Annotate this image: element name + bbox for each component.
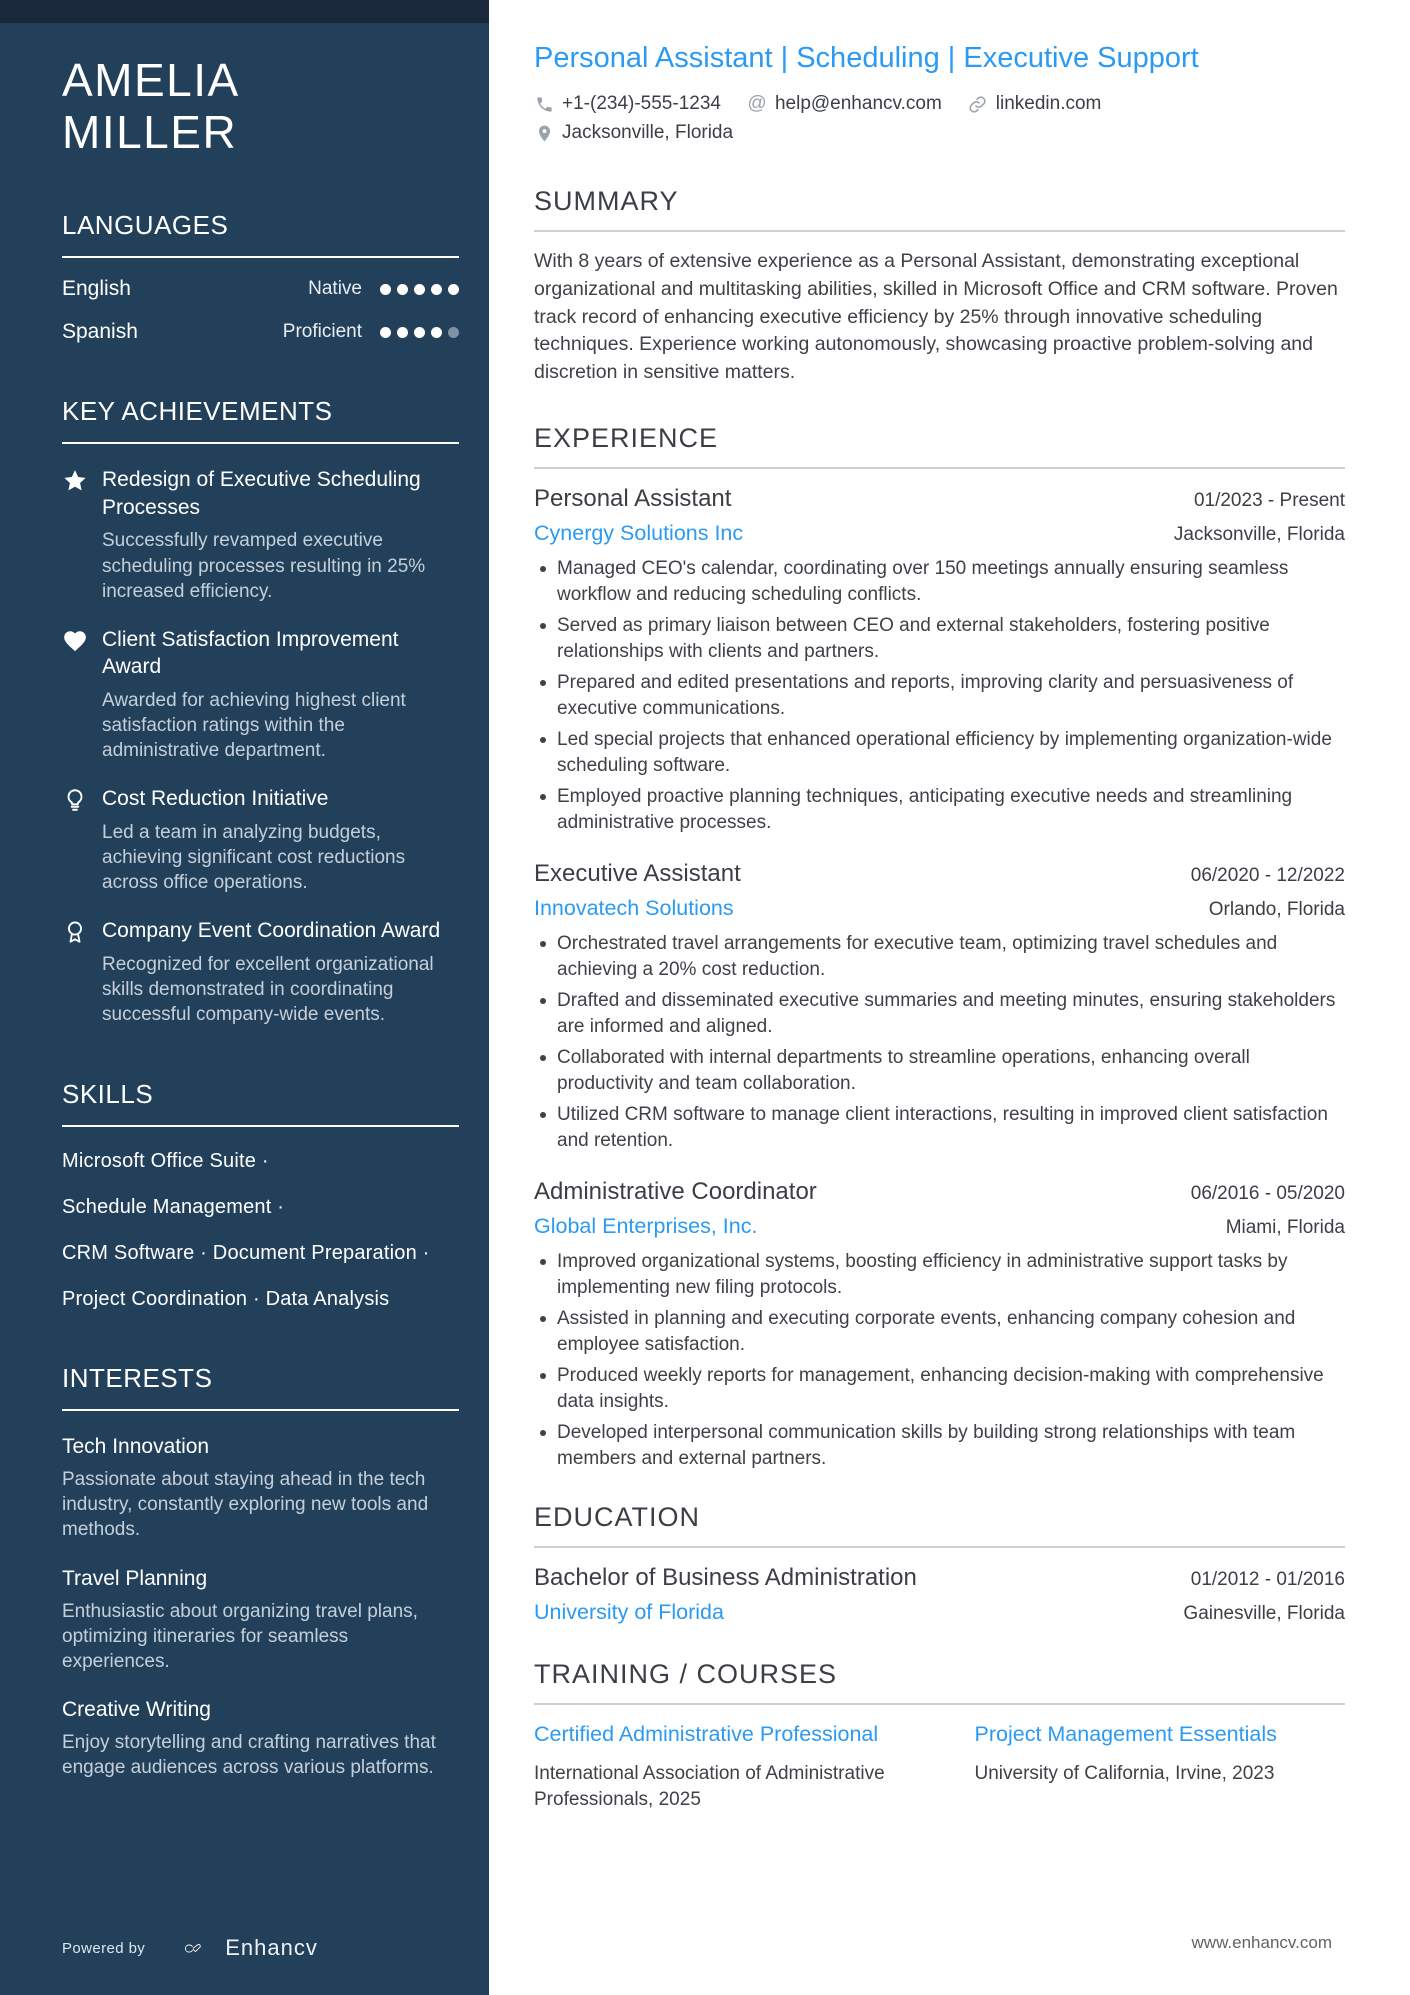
job-subheader [534,888,1345,921]
proficiency-dot [448,327,459,338]
main-column [489,0,1410,1995]
medal-icon [62,917,102,1027]
skills-section [62,1079,459,1311]
proficiency-dot [414,327,425,338]
course-entry [534,1721,905,1812]
job-bullet: Managed CEO's calendar, coordinating over 150 meetings annually ensuring seamless workflow and reducing scheduling conflicts. [534,556,1345,608]
education-header [534,1564,1345,1592]
achievement-description: Successfully revamped executive scheduling processes resulting in 25% increased efficiency. [102,530,426,602]
proficiency-dot [397,284,408,295]
job-entry [534,1178,1345,1472]
job-location: Miami, Florida [1225,1217,1345,1239]
training-heading: TRAINING / COURSES [534,1659,1345,1705]
job-bullet: Developed interpersonal communication skills by building strong relationships with team members and external partners. [534,1420,1345,1472]
job-bullet: Orchestrated travel arrangements for executive team, optimizing travel schedules and achieving a 20% cost reduction. [534,931,1345,983]
job-header [534,1178,1345,1206]
job-bullets [534,1249,1345,1472]
achievement-title: Redesign of Executive Scheduling Processes [102,468,421,519]
education-subheader [534,1592,1345,1625]
heart-icon [62,626,102,764]
interest-description: Enjoy storytelling and crafting narratives that engage audiences across various platforms. [62,1731,436,1778]
sidebar-footer [62,1935,318,1961]
achievement-item [62,626,459,764]
candidate-last-name: MILLER [62,105,238,158]
sidebar-top-strip [0,0,489,23]
proficiency-dot [448,284,459,295]
link-icon [968,94,988,114]
job-company-link[interactable]: Global Enterprises, Inc. [534,1214,758,1239]
languages-heading: LANGUAGES [62,210,459,258]
job-dates: 01/2023 - Present [1193,489,1345,511]
job-bullet: Prepared and edited presentations and reports, improving clarity and persuasiveness of executive communications. [534,670,1345,722]
contact-row-1 [534,93,1345,115]
job-title: Personal Assistant [534,484,732,512]
skills-list [62,1150,459,1311]
phone-icon [534,94,554,114]
language-level: Native [308,278,362,300]
experience-heading: EXPERIENCE [534,423,1345,469]
education-entry [534,1564,1345,1625]
footer-url[interactable]: www.enhancv.com [1191,1933,1332,1952]
job-title: Executive Assistant [534,859,741,887]
education-list [534,1564,1345,1625]
language-name: English [62,277,131,301]
job-dates: 06/2020 - 12/2022 [1190,864,1345,886]
achievement-title: Company Event Coordination Award [102,919,441,943]
languages-section [62,210,459,344]
interest-title: Travel Planning [62,1566,208,1590]
email-value: help@enhancv.com [774,93,942,115]
language-proficiency-dots [380,327,459,338]
proficiency-dot [414,284,425,295]
job-entry [534,485,1345,836]
star-icon [62,466,102,604]
skill-line: CRM Software · Document Preparation · [62,1242,430,1265]
job-bullets [534,931,1345,1154]
achievement-item [62,785,459,895]
skills-heading: SKILLS [62,1079,459,1127]
job-entry [534,860,1345,1154]
degree-title: Bachelor of Business Administration [534,1564,917,1592]
achievement-body [102,466,459,604]
job-subheader [534,1206,1345,1239]
interest-description: Passionate about staying ahead in the tech industry, constantly exploring new tools and methods. [62,1469,429,1541]
enhancv-logo-icon [171,1936,215,1960]
course-organization: University of California, Irvine, 2023 [974,1763,1275,1785]
summary-text: With 8 years of extensive experience as a Personal Assistant, demonstrating exceptional organizational and multitasking abilities, skilled in Microsoft Office and CRM software. Proven track record of enhancing executive efficiency by 25% through innovative scheduling techniques. Experience working autonomously, showcasing proactive problem-solving and discretion in sensitive matters. [534,250,1338,384]
language-row [62,320,459,344]
contact-location [534,122,733,144]
enhancv-logo-link[interactable] [171,1935,318,1961]
achievement-description: Awarded for achieving highest client satisfaction ratings within the administrative department. [102,690,406,762]
job-bullet: Employed proactive planning techniques, anticipating executive needs and streamlining administrative processes. [534,784,1345,836]
contact-email[interactable] [747,93,942,115]
achievement-item [62,466,459,604]
language-row [62,277,459,301]
interest-title: Tech Innovation [62,1435,210,1459]
job-dates: 06/2016 - 05/2020 [1190,1183,1345,1205]
proficiency-dot [380,284,391,295]
job-bullet: Drafted and disseminated executive summaries and meeting minutes, ensuring stakeholders are informed and aligned. [534,988,1345,1040]
job-bullets [534,556,1345,836]
achievement-body [102,626,459,764]
achievements-heading: KEY ACHIEVEMENTS [62,396,459,444]
achievement-title: Cost Reduction Initiative [102,787,329,811]
course-organization: International Association of Administrative Professionals, 2025 [534,1763,885,1810]
job-company-link[interactable]: Cynergy Solutions Inc [534,520,744,545]
course-title-link[interactable]: Certified Administrative Professional [534,1722,879,1747]
job-header [534,485,1345,513]
interest-description: Enthusiastic about organizing travel plans, optimizing itineraries for seamless experiences. [62,1600,418,1672]
at-icon: @ [747,93,767,115]
website-value: linkedin.com [995,93,1102,115]
proficiency-dot [397,327,408,338]
phone-value: +1-(234)-555-1234 [562,93,721,115]
achievement-body [102,917,459,1027]
sidebar [0,0,489,1995]
enhancv-brand-text: Enhancv [225,1935,318,1960]
job-company-link[interactable]: Innovatech Solutions [534,895,734,920]
experience-list [534,485,1345,1472]
job-header [534,860,1345,888]
contact-phone [534,93,721,115]
language-name: Spanish [62,320,138,344]
course-title-link[interactable]: Project Management Essentials [974,1722,1277,1747]
skill-line: Schedule Management · [62,1196,285,1219]
location-icon [534,123,554,143]
interests-heading: INTERESTS [62,1363,459,1411]
candidate-first-name: AMELIA [62,54,240,106]
proficiency-dot [380,327,391,338]
job-bullet: Improved organizational systems, boosting efficiency in administrative support tasks by implementing new filing protocols. [534,1249,1345,1301]
interests-section [62,1363,459,1780]
contact-row-2 [534,122,1345,144]
job-bullet: Served as primary liaison between CEO and external stakeholders, fostering positive relationships with clients and partners. [534,613,1345,665]
job-title: Administrative Coordinator [534,1178,817,1206]
interests-list [62,1435,459,1780]
powered-by-label: Powered by [62,1939,146,1957]
education-location: Gainesville, Florida [1183,1603,1345,1625]
proficiency-dot [431,284,442,295]
headline: Personal Assistant | Scheduling | Executive Support [534,42,1199,74]
achievements-section [62,396,459,1027]
language-proficiency-dots [380,284,459,295]
summary-heading: SUMMARY [534,186,1345,232]
job-location: Jacksonville, Florida [1173,523,1345,545]
school-link[interactable]: University of Florida [534,1600,724,1625]
training-list [534,1721,1345,1812]
job-bullet: Assisted in planning and executing corporate events, enhancing company cohesion and employee satisfaction. [534,1306,1345,1358]
achievement-body [102,785,459,895]
achievement-description: Recognized for excellent organizational skills demonstrated in coordinating successful company-wide events. [102,954,434,1026]
job-bullet: Led special projects that enhanced operational efficiency by implementing organization-wide scheduling software. [534,727,1345,779]
candidate-name [62,55,459,158]
job-bullet: Collaborated with internal departments to streamline operations, enhancing overall productivity and team collaboration. [534,1045,1345,1097]
lightbulb-icon [62,785,102,895]
achievement-description: Led a team in analyzing budgets, achieving significant cost reductions across office operations. [102,822,406,894]
education-section [534,1502,1345,1625]
education-heading: EDUCATION [534,1502,1345,1548]
language-level: Proficient [282,321,362,343]
achievements-list [62,466,459,1027]
job-bullet: Produced weekly reports for management, enhancing decision-making with comprehensive data insights. [534,1363,1345,1415]
job-subheader [534,513,1345,546]
skill-line: Project Coordination · Data Analysis [62,1288,390,1311]
proficiency-dot [431,327,442,338]
job-location: Orlando, Florida [1208,898,1345,920]
summary-section [534,186,1345,386]
job-bullet: Utilized CRM software to manage client interactions, resulting in improved client satisfaction and retention. [534,1102,1345,1154]
languages-list [62,277,459,344]
course-entry [975,1721,1346,1812]
achievement-item [62,917,459,1027]
contact-website[interactable] [968,93,1102,115]
interest-title: Creative Writing [62,1697,211,1721]
achievement-title: Client Satisfaction Improvement Award [102,627,399,679]
training-section [534,1659,1345,1812]
education-dates: 01/2012 - 01/2016 [1190,1569,1345,1591]
location-value: Jacksonville, Florida [562,122,734,144]
experience-section [534,423,1345,1472]
skill-line: Microsoft Office Suite · [62,1150,269,1173]
